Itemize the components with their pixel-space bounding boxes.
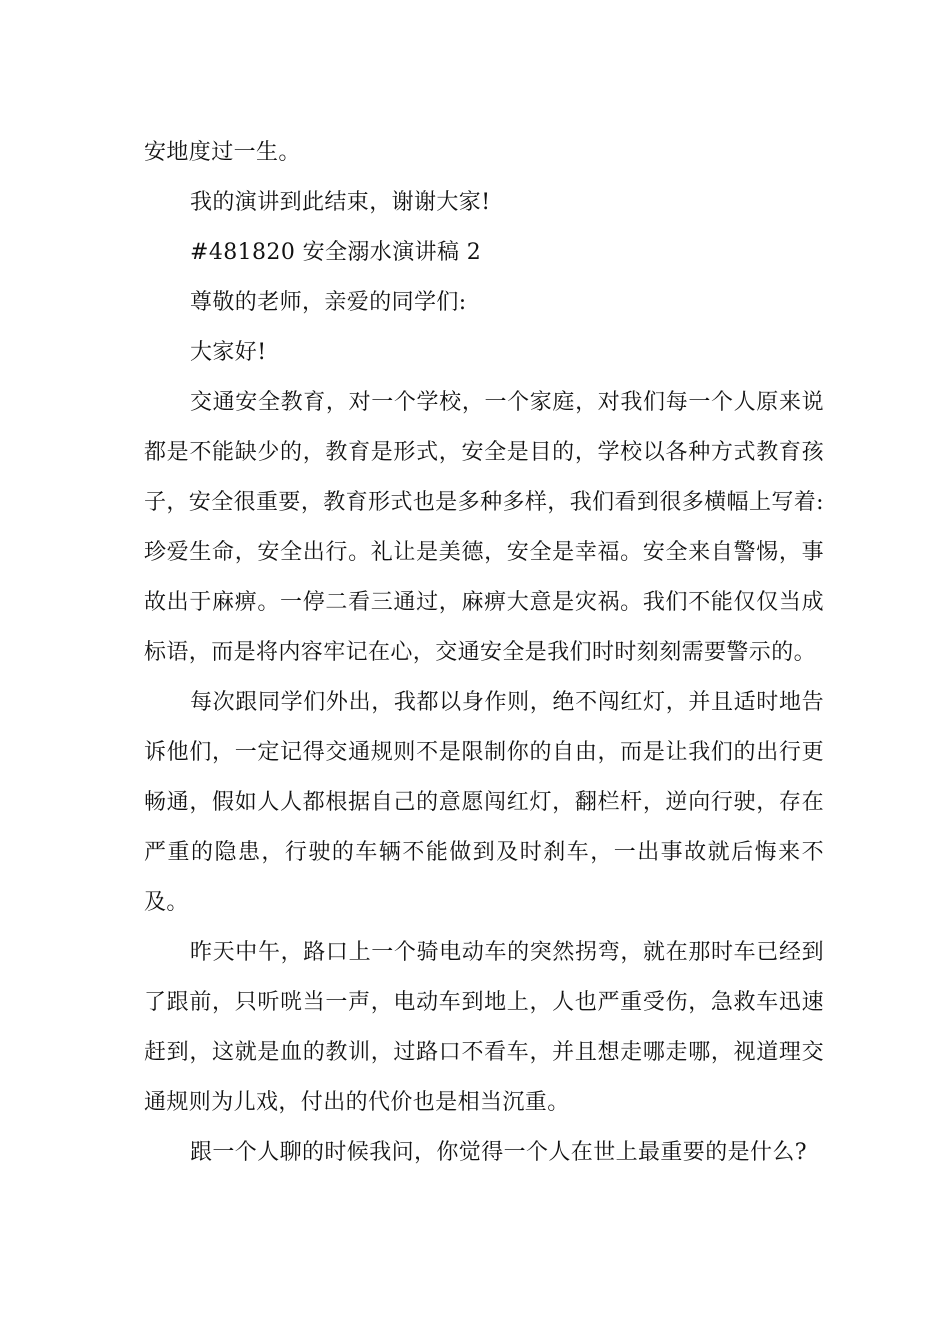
paragraph-salutation: 尊敬的老师，亲爱的同学们:	[190, 290, 467, 315]
paragraph-speech-end: 我的演讲到此结束，谢谢大家!	[190, 190, 491, 215]
paragraph-greeting: 大家好!	[190, 340, 267, 365]
document-body	[144, 128, 824, 1178]
paragraph-going-out: 每次跟同学们外出，我都以身作则，绝不闯红灯，并且适时地告诉他们，一定记得交通规则不是限制你的自由，而是让我们的出行更畅通，假如人人都根据自己的意愿闯红灯，翻栏杆，逆向行驶，存在严重的隐患，行驶的车辆不能做到及时刹车，一出事故就后悔来不及。	[144, 690, 824, 915]
paragraph-accident: 昨天中午，路口上一个骑电动车的突然拐弯，就在那时车已经到了跟前，只听咣当一声，电动车到地上，人也严重受伤，急救车迅速赶到，这就是血的教训，过路口不看车，并且想走哪走哪，视道理交通规则为儿戏，付出的代价也是相当沉重。	[144, 940, 824, 1115]
paragraph-closing-line: 安地度过一生。	[144, 140, 301, 165]
section-heading: #481820 安全溺水演讲稿 2	[190, 240, 482, 265]
paragraph-question: 跟一个人聊的时候我问，你觉得一个人在世上最重要的是什么?	[190, 1140, 807, 1165]
paragraph-traffic-education: 交通安全教育，对一个学校，一个家庭，对我们每一个人原来说都是不能缺少的，教育是形式，安全是目的，学校以各种方式教育孩子，安全很重要，教育形式也是多种多样，我们看到很多横幅上写着:珍爱生命，安全出行。礼让是美德，安全是幸福。安全来自警惕，事故出于麻痹。一停二看三通过，麻痹大意是灾祸。我们不能仅仅当成标语，而是将内容牢记在心，交通安全是我们时时刻刻需要警示的。	[144, 390, 824, 665]
